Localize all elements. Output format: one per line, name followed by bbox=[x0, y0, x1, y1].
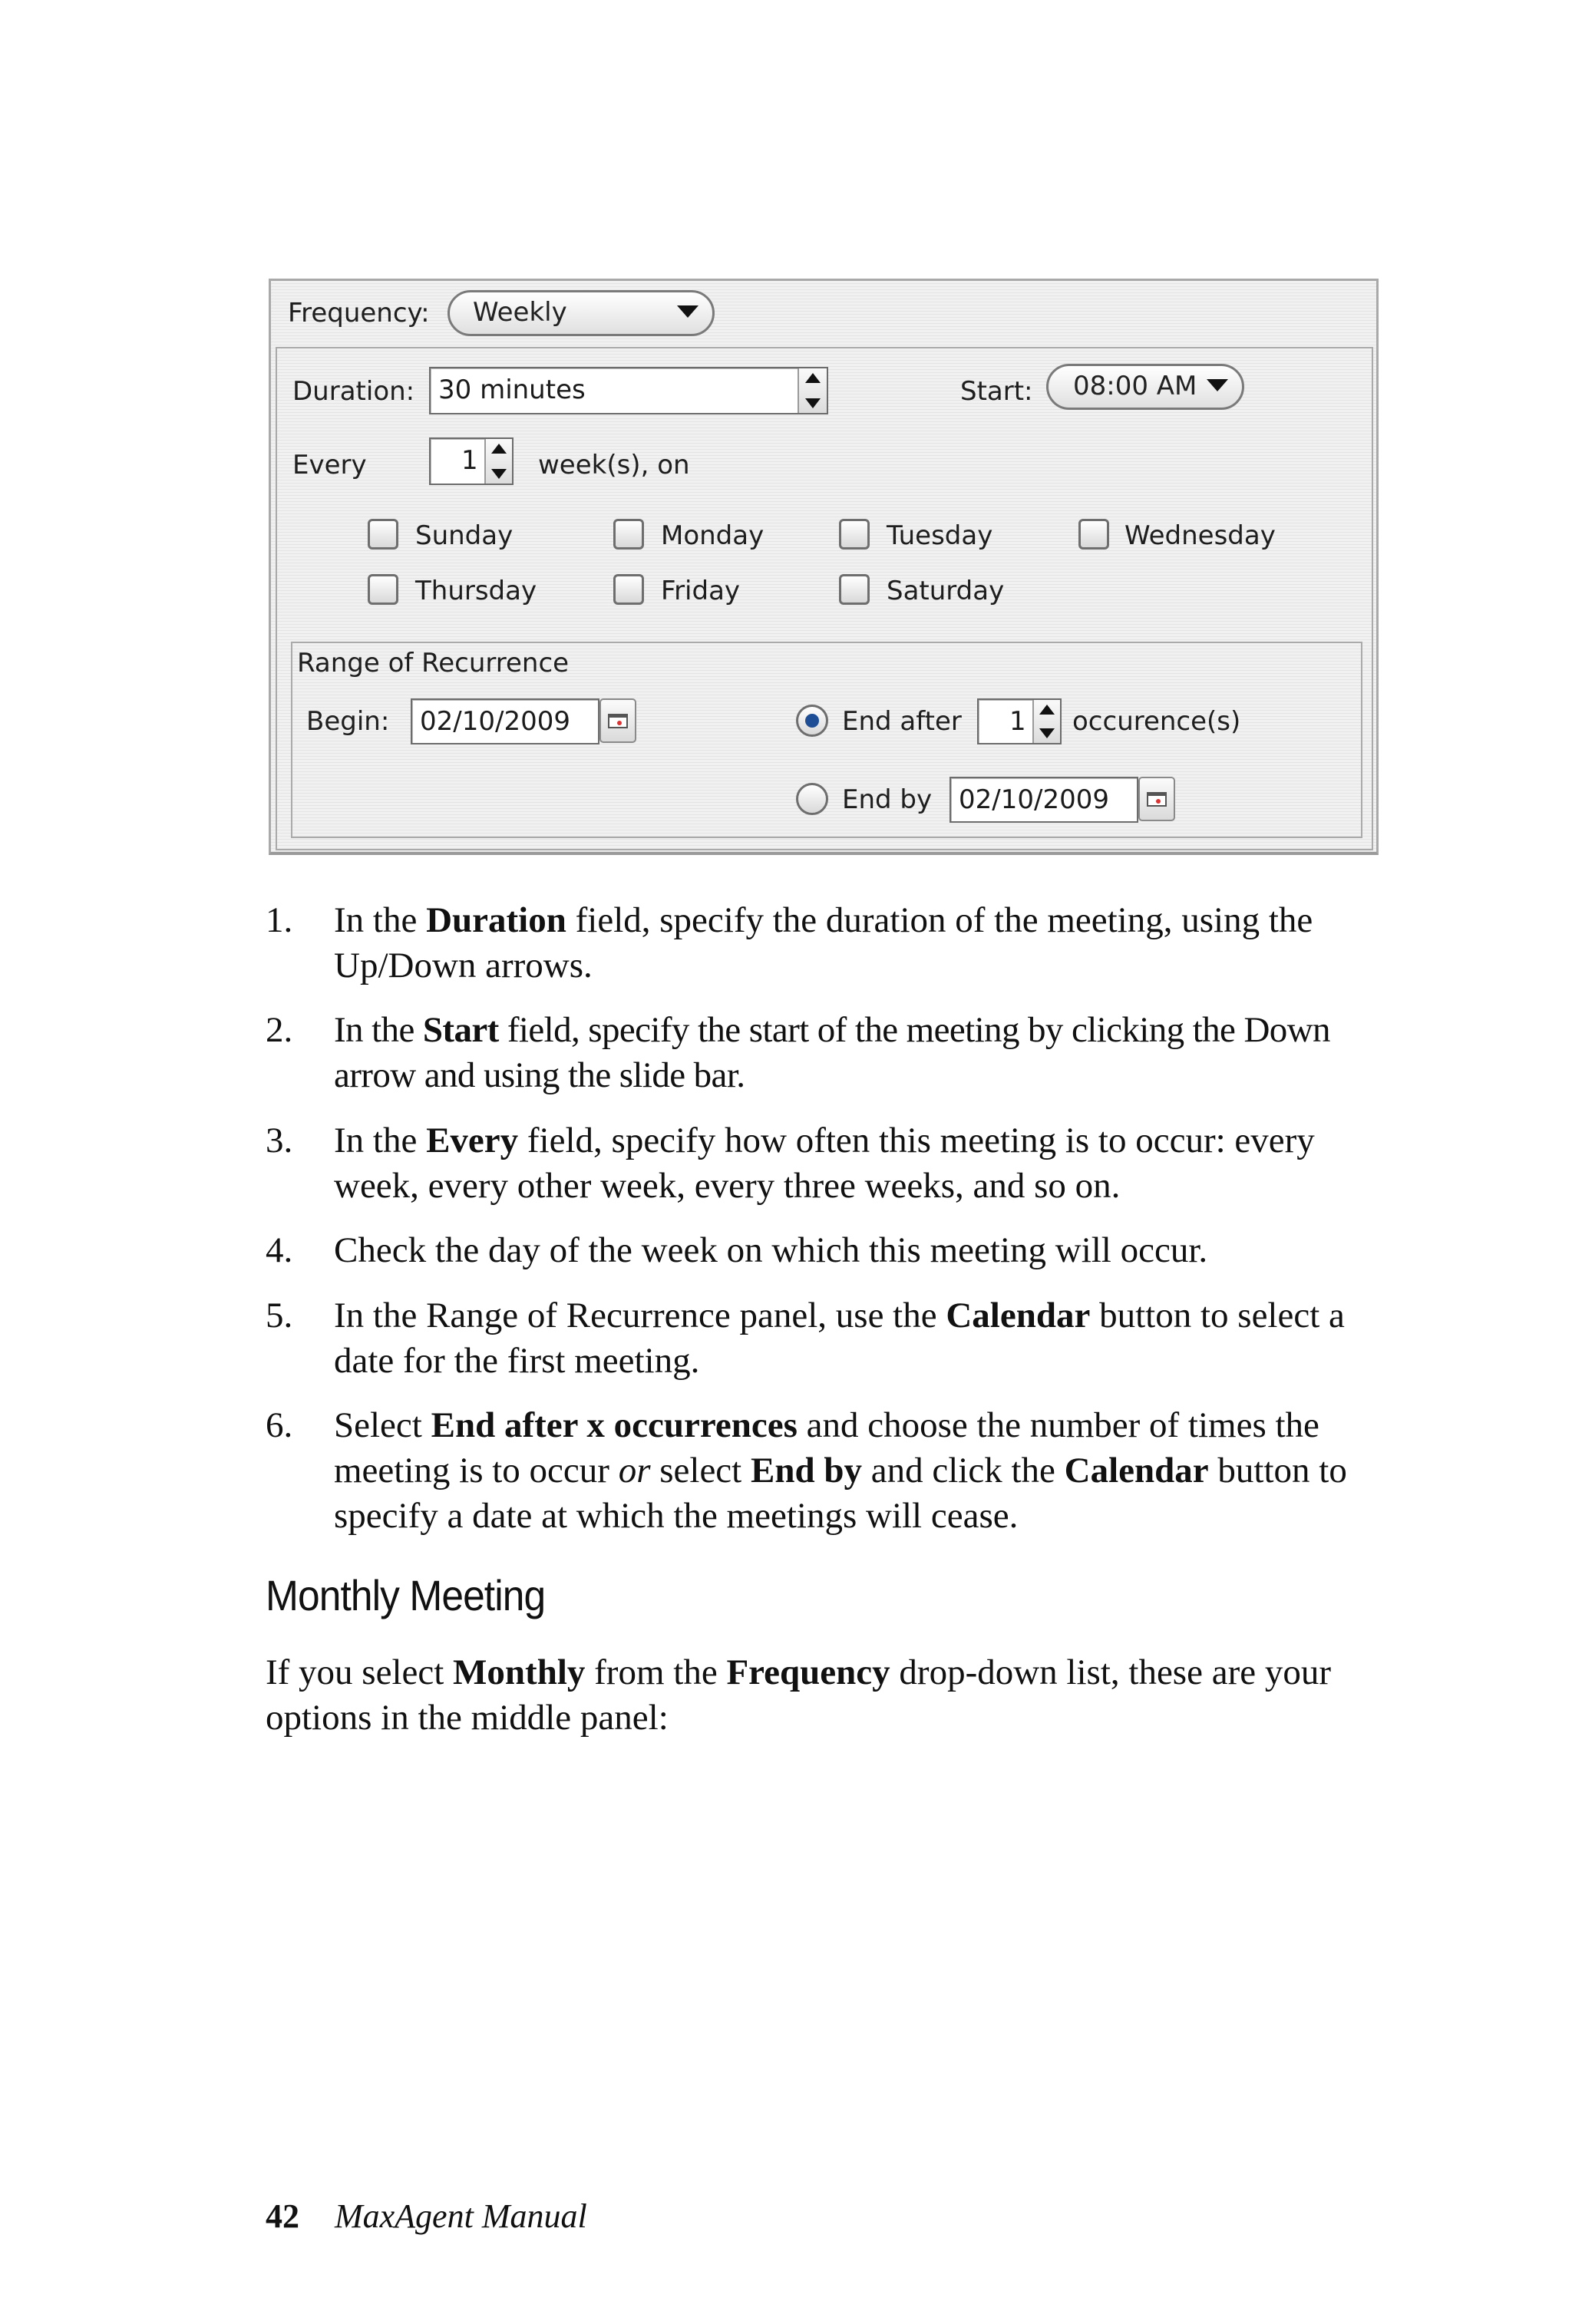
start-label: Start: bbox=[960, 376, 1033, 407]
step-number: 4. bbox=[266, 1230, 293, 1270]
step-2-text: In the Start field, specify the start of the meeting by clicking the Down arrow and using the slide bar. bbox=[334, 1010, 1330, 1095]
end-by-radio[interactable] bbox=[796, 783, 828, 815]
end-by-calendar-button[interactable] bbox=[1138, 777, 1175, 821]
end-after-radio[interactable] bbox=[796, 705, 828, 737]
end-after-count-field[interactable] bbox=[977, 698, 1062, 744]
checkbox-sunday[interactable] bbox=[368, 519, 398, 550]
step-4-text: Check the day of the week on which this meeting will occur. bbox=[334, 1230, 1208, 1270]
duration-spinner[interactable] bbox=[798, 368, 827, 413]
page-number: 42 bbox=[266, 2197, 299, 2235]
checkbox-thursday[interactable] bbox=[368, 574, 398, 605]
frequency-value: Weekly bbox=[473, 297, 567, 328]
arrow-up-icon bbox=[805, 373, 821, 383]
day-label-thursday: Thursday bbox=[415, 576, 537, 606]
begin-date-field[interactable] bbox=[411, 698, 599, 744]
step-number: 6. bbox=[266, 1405, 293, 1445]
arrow-down-icon bbox=[491, 469, 507, 479]
duration-field[interactable] bbox=[429, 367, 828, 414]
range-title: Range of Recurrence bbox=[297, 648, 570, 678]
end-after-label: End after bbox=[842, 706, 962, 737]
every-suffix: week(s), on bbox=[538, 450, 690, 480]
arrow-down-icon bbox=[1039, 728, 1055, 738]
step-number: 1. bbox=[266, 900, 293, 940]
end-by-label: End by bbox=[842, 784, 933, 815]
step-number: 5. bbox=[266, 1296, 293, 1335]
arrow-up-icon bbox=[1039, 705, 1055, 715]
day-label-friday: Friday bbox=[661, 576, 741, 606]
chevron-down-icon bbox=[1207, 379, 1228, 391]
checkbox-saturday[interactable] bbox=[839, 574, 870, 605]
section-heading: Monthly Meeting bbox=[266, 1571, 546, 1619]
step-6-text: Select End after x occurrences and choose the number of times the meeting is to occur or select End by and click the Calendar button to specify a date at which the meetings will cease. bbox=[334, 1405, 1347, 1536]
begin-calendar-button[interactable] bbox=[599, 698, 636, 743]
day-label-sunday: Sunday bbox=[415, 520, 514, 551]
end-by-date-field[interactable] bbox=[949, 777, 1138, 823]
end-after-count-value: 1 bbox=[1009, 706, 1026, 737]
checkbox-wednesday[interactable] bbox=[1078, 519, 1109, 550]
day-label-tuesday: Tuesday bbox=[887, 520, 993, 551]
step-number: 3. bbox=[266, 1121, 293, 1160]
day-label-monday: Monday bbox=[661, 520, 765, 551]
end-after-spinner[interactable] bbox=[1032, 700, 1060, 743]
section-paragraph: If you select Monthly from the Frequency drop-down list, these are your options in the middle panel: bbox=[266, 1652, 1331, 1738]
checkbox-monday[interactable] bbox=[613, 519, 644, 550]
step-5-text: In the Range of Recurrence panel, use the Calendar button to select a date for the first meeting. bbox=[334, 1296, 1345, 1381]
checkbox-tuesday[interactable] bbox=[839, 519, 870, 550]
frequency-dropdown[interactable] bbox=[447, 290, 715, 336]
step-3-text: In the Every field, specify how often this meeting is to occur: every week, every other week, every three weeks, and so on. bbox=[334, 1121, 1315, 1206]
begin-date-value: 02/10/2009 bbox=[420, 706, 570, 737]
day-label-wednesday: Wednesday bbox=[1125, 520, 1276, 551]
day-label-saturday: Saturday bbox=[887, 576, 1005, 606]
every-spinner[interactable] bbox=[484, 439, 512, 484]
calendar-icon bbox=[601, 700, 635, 741]
footer-title: MaxAgent Manual bbox=[335, 2197, 587, 2235]
chevron-down-icon bbox=[677, 305, 698, 318]
step-1-text: In the Duration field, specify the duration of the meeting, using the Up/Down arrows. bbox=[334, 900, 1313, 985]
arrow-up-icon bbox=[491, 444, 507, 454]
recurrence-dialog-screenshot bbox=[269, 279, 1379, 855]
start-time-dropdown[interactable] bbox=[1046, 364, 1244, 410]
calendar-icon bbox=[1140, 778, 1174, 820]
every-value: 1 bbox=[461, 445, 478, 476]
every-label: Every bbox=[292, 450, 367, 480]
begin-label: Begin: bbox=[306, 706, 390, 737]
duration-label: Duration: bbox=[292, 376, 415, 407]
step-number: 2. bbox=[266, 1010, 293, 1050]
radio-selected-dot bbox=[805, 714, 819, 728]
end-by-date-value: 02/10/2009 bbox=[959, 784, 1109, 815]
every-field[interactable] bbox=[429, 437, 514, 485]
arrow-down-icon bbox=[805, 398, 821, 408]
start-value: 08:00 AM bbox=[1073, 371, 1197, 401]
checkbox-friday[interactable] bbox=[613, 574, 644, 605]
frequency-label: Frequency: bbox=[288, 298, 430, 328]
duration-value: 30 minutes bbox=[438, 375, 586, 405]
occurrences-label: occurence(s) bbox=[1072, 706, 1241, 737]
